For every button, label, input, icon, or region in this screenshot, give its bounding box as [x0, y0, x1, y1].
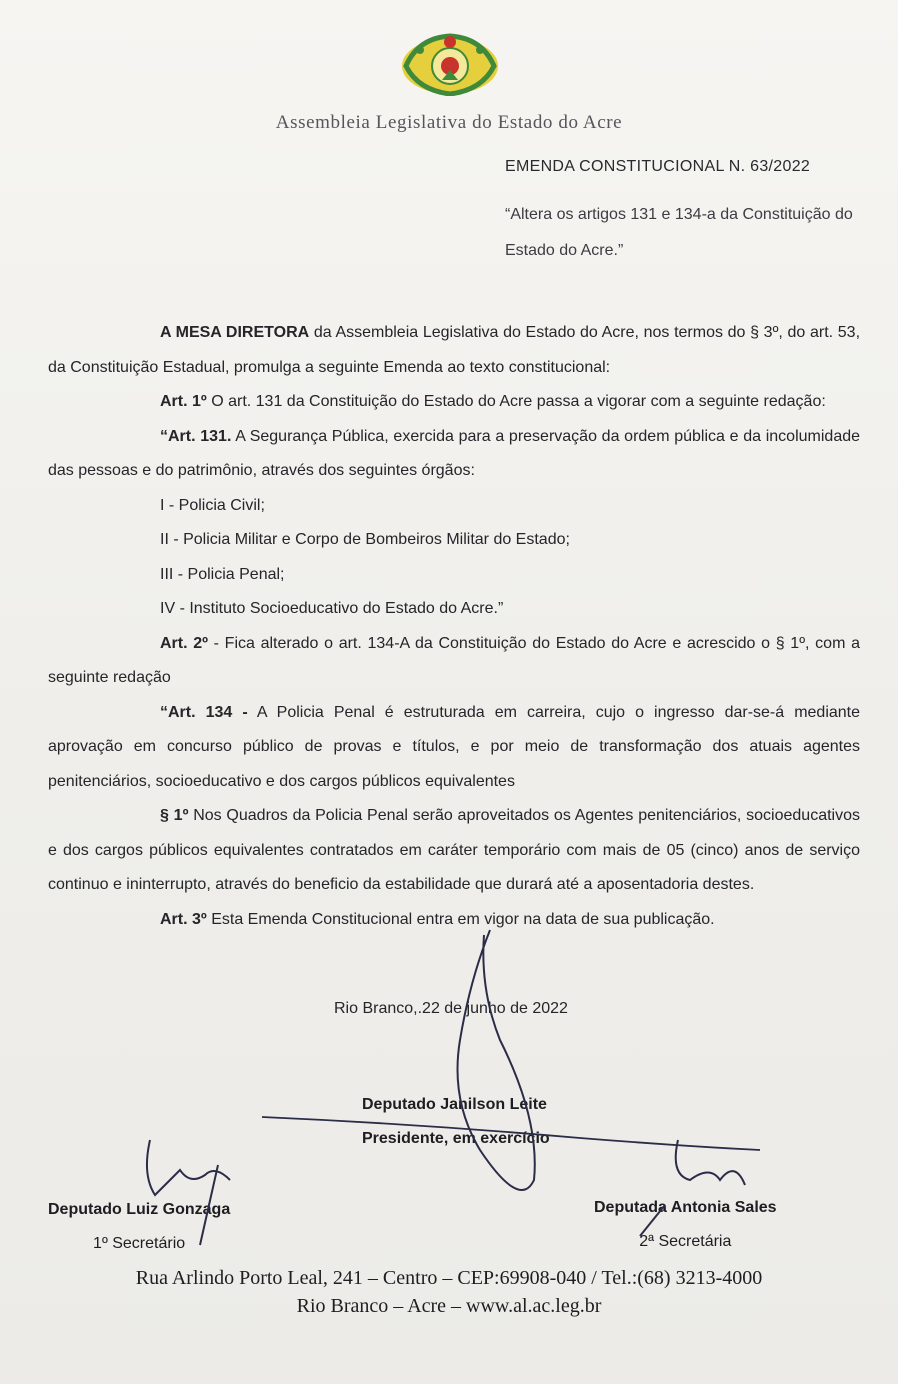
article-2-text: - Fica alterado o art. 134-A da Constituição do Estado do Acre e acrescido o § 1º, com a seguinte redação [48, 634, 860, 686]
list-item: I - Policia Civil; [160, 496, 265, 514]
second-secretary-signature-block [594, 1191, 777, 1259]
article-1-label: Art. 1º [160, 393, 207, 410]
paragraph-1-label: § 1º [160, 807, 189, 824]
date-line: Rio Branco,.22 de junho de 2022 [334, 1000, 568, 1017]
article-2-label: Art. 2º [160, 634, 208, 652]
second-secretary-name: Deputada Antonia Sales [594, 1199, 777, 1216]
article-131-label: “Art. 131. [160, 427, 232, 445]
paragraph-1 [48, 799, 860, 903]
assembly-name: Assembleia Legislativa do Estado do Acre [275, 112, 623, 133]
state-coat-of-arms-icon [398, 30, 502, 96]
intro-text: da Assembleia Legislativa do Estado do Acre, nos termos do § 3º, do art. 53, da Constituição Estadual, promulga a seguinte Emenda ao texto constitucional: [48, 324, 861, 376]
footer [0, 1264, 898, 1320]
intro-label: A MESA DIRETORA [160, 324, 310, 341]
article-1-text: O art. 131 da Constituição do Estado do Acre passa a vigorar com a seguinte redação: [206, 393, 826, 410]
president-name: Deputado Janilson Leite [362, 1096, 547, 1113]
article-3-text: Esta Emenda Constitucional entra em vigor na data de sua publicação. [206, 910, 715, 928]
intro-paragraph [48, 316, 860, 385]
president-role: Presidente, em exercício [362, 1130, 550, 1147]
article-134-text: A Policia Penal é estruturada em carreira, cujo o ingresso dar-se-á mediante aprovação em concurso público de provas e títulos, e por meio de transformação dos atuais agentes penitenciários, socioeducativo e dos cargos públicos equivalentes [48, 703, 861, 790]
footer-city-site: Rio Branco – Acre – www.al.ac.leg.br [296, 1295, 602, 1317]
article-134-label: “Art. 134 - [160, 703, 248, 721]
article-131 [48, 420, 860, 489]
article-3 [48, 903, 860, 938]
footer-address: Rua Arlindo Porto Leal, 241 – Centro – CEP:69908-040 / Tel.:(68) 3213-4000 [135, 1267, 763, 1289]
first-secretary-signature-block [48, 1193, 230, 1261]
article-2 [48, 627, 860, 696]
list-item: IV - Instituto Socioeducativo do Estado do Acre.” [160, 600, 504, 617]
article-131-text: A Segurança Pública, exercida para a preservação da ordem pública e da incolumidade das pessoas e do patrimônio, através dos seguintes órgãos: [48, 427, 861, 479]
first-secretary-name: Deputado Luiz Gonzaga [48, 1201, 231, 1218]
document-body [48, 316, 860, 937]
document-ementa: “Altera os artigos 131 e 134-a da Constituição do Estado do Acre.” [505, 206, 853, 259]
first-secretary-role: 1º Secretário [93, 1235, 186, 1252]
list-item: III - Policia Penal; [160, 565, 285, 583]
document-number: EMENDA CONSTITUCIONAL N. 63/2022 [505, 158, 811, 175]
paragraph-1-text: Nos Quadros da Policia Penal serão aproveitados os Agentes penitenciários, socioeducativos e dos cargos públicos equivalentes contratados em caráter temporário com mais de 05 (cinco) anos de serviço continuo e ininterrupto, através do beneficio da estabilidade que durará até a aposentadoria destes. [48, 807, 860, 893]
second-secretary-role: 2ª Secretária [639, 1233, 732, 1250]
article-1 [48, 385, 860, 420]
article-134 [48, 696, 860, 800]
president-signature-block [362, 1088, 550, 1156]
article-3-label: Art. 3º [160, 910, 207, 928]
list-item: II - Policia Militar e Corpo de Bombeiros Militar do Estado; [160, 531, 570, 548]
